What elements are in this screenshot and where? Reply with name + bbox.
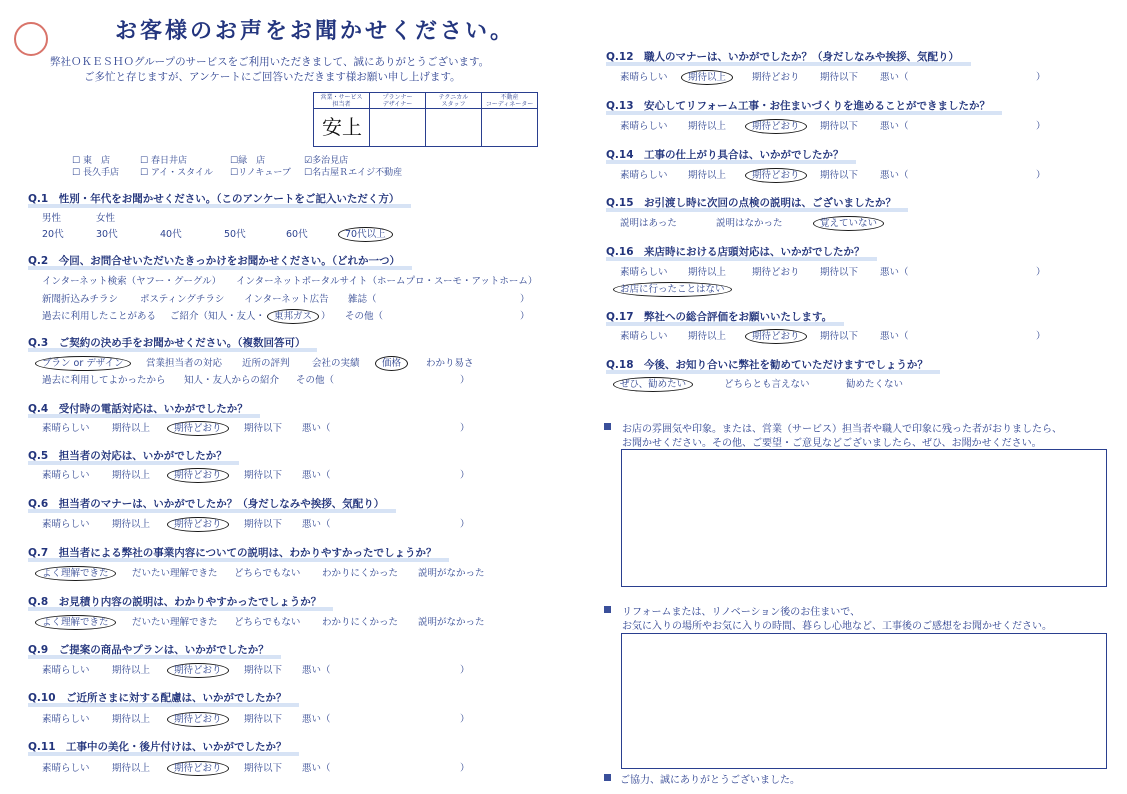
- q1-heading: Q.1 性別・年代をお聞かせください。（このアンケートをご記入いただく方）: [28, 193, 400, 205]
- q9-option-bad[interactable]: 悪い（: [302, 665, 331, 676]
- q16-option-excellent[interactable]: 素晴らしい: [620, 267, 668, 278]
- store-checkbox-higashi[interactable]: ☐ 東 店: [72, 156, 110, 166]
- q16-option-as-expected[interactable]: 期待どおり: [752, 267, 800, 278]
- q5-bad-close: ）: [460, 470, 470, 481]
- q11-option-bad[interactable]: 悪い（: [302, 763, 331, 774]
- q2-option-magazine[interactable]: 雑誌（: [348, 294, 377, 305]
- store-checkbox-renocube[interactable]: ☐リノキューブ: [230, 168, 291, 178]
- q12-option-as-expected[interactable]: 期待どおり: [752, 72, 800, 83]
- q9-selected-answer: 期待どおり: [167, 663, 229, 678]
- page-title: お客様のお声をお聞かせください。: [115, 19, 516, 44]
- q14-bad-close: ）: [1036, 170, 1046, 181]
- q1-option-60s[interactable]: 60代: [286, 229, 308, 240]
- staff-signature-table: [313, 92, 538, 147]
- store-checkbox-istyle[interactable]: ☐ アイ・スタイル: [140, 168, 213, 178]
- q2-option-web-ad[interactable]: インターネット広告: [244, 294, 329, 305]
- q12-option-above[interactable]: [688, 69, 726, 83]
- comment1-prompt-line2: お聞かせください。その他、ご要望・ご意見などございましたら、ぜひ、お聞かせください。: [622, 438, 1042, 449]
- q16-option-below[interactable]: 期待以下: [820, 267, 859, 278]
- q7-option-neutral[interactable]: どちらでもない: [234, 568, 301, 579]
- q2-magazine-close: ）: [520, 294, 530, 305]
- q2-option-other[interactable]: その他（: [345, 311, 384, 322]
- store-checkbox-tajimi[interactable]: ☑多治見店: [304, 156, 349, 166]
- q12-selected-answer: 期待以上: [681, 70, 733, 85]
- q3-selected-price: 価格: [375, 356, 408, 371]
- q14-selected-answer: 期待どおり: [745, 168, 807, 183]
- q10-bad-close: ）: [460, 714, 470, 725]
- store-checkbox-nagoya-rage[interactable]: ☐名古屋Ｒエイジ不動産: [304, 168, 403, 178]
- store-label: 名古屋Ｒエイジ不動産: [312, 168, 403, 178]
- q6-heading: Q.6 担当者のマナーは、いかがでしたか？（身だしなみや挨拶、気配り）: [28, 498, 385, 510]
- store-label: 緑 店: [238, 156, 266, 166]
- sales-staff-cell[interactable]: [314, 93, 370, 146]
- q2-option-referral[interactable]: [170, 308, 331, 322]
- q17-option-as-expected[interactable]: [752, 328, 800, 342]
- q4-option-as-expected[interactable]: [174, 420, 222, 434]
- q3-option-track-record[interactable]: 会社の実績: [312, 358, 360, 369]
- q1-option-20s[interactable]: 20代: [42, 229, 64, 240]
- q13-option-below[interactable]: 期待以下: [820, 121, 859, 132]
- q10-option-excellent[interactable]: 素晴らしい: [42, 714, 90, 725]
- q17-option-below[interactable]: 期待以下: [820, 331, 859, 342]
- q8-option-hard[interactable]: わかりにくかった: [322, 617, 399, 628]
- square-bullet-icon: [604, 774, 611, 781]
- q3-option-past-good[interactable]: 過去に利用してよかったから: [42, 375, 166, 386]
- q3-option-plan-design[interactable]: [42, 355, 124, 369]
- q7-heading: Q.7 担当者による弊社の事業内容についての説明は、わかりやすかったでしょうか？: [28, 547, 437, 559]
- q17-option-above[interactable]: 期待以上: [688, 331, 727, 342]
- q16-option-bad[interactable]: 悪い（: [880, 267, 909, 278]
- sales-staff-signature: 安上: [322, 115, 362, 139]
- q8-option-understood-well[interactable]: [42, 614, 109, 628]
- store-label: 長久手店: [82, 168, 119, 178]
- q6-bad-close: ）: [460, 519, 470, 530]
- q2-heading: Q.2 今回、お問合せいただいたきっかけをお聞かせください。（どれか一つ）: [28, 255, 400, 267]
- q6-selected-answer: 期待どおり: [167, 517, 229, 532]
- store-label: 春日井店: [150, 156, 187, 166]
- q5-option-bad[interactable]: 悪い（: [302, 470, 331, 481]
- q2-option-portal-site[interactable]: インターネットポータルサイト（ホームプロ・スーモ・アットホーム）: [236, 276, 538, 287]
- q2-referral-handwritten: 東邦ガス: [267, 309, 319, 324]
- q14-option-excellent[interactable]: 素晴らしい: [620, 170, 668, 181]
- comment1-prompt-line1: お店の雰囲気や印象。または、営業（サービス）担当者や職人で印象に残った者がおりましたら、: [622, 424, 1062, 435]
- q5-heading: Q.5 担当者の対応は、いかがでしたか？: [28, 450, 227, 462]
- q3-heading: Q.3 ご契約の決め手をお聞かせください。（複数回答可）: [28, 337, 306, 349]
- sales-staff-header: 営業・サービス 担当者: [314, 93, 369, 109]
- q13-option-above[interactable]: 期待以上: [688, 121, 727, 132]
- q14-option-as-expected[interactable]: [752, 167, 800, 181]
- q16-selected-answer: お店に行ったことはない: [613, 282, 732, 297]
- q5-option-as-expected[interactable]: [174, 467, 222, 481]
- q4-option-above[interactable]: 期待以上: [112, 423, 151, 434]
- q15-option-explained[interactable]: 説明はあった: [620, 218, 677, 229]
- q3-selected-plan: プラン or デザイン: [35, 356, 131, 371]
- q3-option-reputation[interactable]: 近所の評判: [242, 358, 290, 369]
- q3-option-other[interactable]: その他（: [296, 375, 335, 386]
- q7-selected-answer: よく理解できた: [35, 566, 116, 581]
- q3-option-clarity[interactable]: わかり易さ: [426, 358, 474, 369]
- q7-option-hard[interactable]: わかりにくかった: [322, 568, 399, 579]
- realestate-header: 不動産 コーディネーター: [482, 93, 537, 109]
- q6-option-as-expected[interactable]: [174, 516, 222, 530]
- q13-option-as-expected[interactable]: [752, 118, 800, 132]
- q11-option-as-expected[interactable]: [174, 760, 222, 774]
- q8-option-mostly[interactable]: だいたい理解できた: [132, 617, 218, 628]
- q3-option-sales-response[interactable]: 営業担当者の対応: [146, 358, 223, 369]
- q15-heading: Q.15 お引渡し時に次回の点検の説明は、ございましたか？: [606, 197, 897, 209]
- q3-option-price[interactable]: [382, 355, 401, 369]
- q2-referral-close: ）: [321, 311, 331, 322]
- q12-bad-close: ）: [1036, 72, 1046, 83]
- q6-option-bad[interactable]: 悪い（: [302, 519, 331, 530]
- q12-heading: Q.12 職人のマナーは、いかがでしたか？（身だしなみや挨拶、気配り）: [606, 51, 960, 63]
- q13-option-excellent[interactable]: 素晴らしい: [620, 121, 668, 132]
- q16-option-never-visited[interactable]: [620, 281, 725, 295]
- q1-option-30s[interactable]: 30代: [96, 229, 118, 240]
- q4-selected-answer: 期待どおり: [167, 421, 229, 436]
- realestate-cell[interactable]: [482, 93, 537, 146]
- q2-referral-label: ご紹介（知人・友人・: [170, 311, 266, 322]
- q13-heading: Q.13 安心してリフォーム工事・お住まいづくりを進めることができましたか？: [606, 100, 991, 112]
- planner-header: プランナー デザイナー: [370, 93, 425, 109]
- q2-option-newspaper-flyer[interactable]: 新聞折込みチラシ: [42, 294, 119, 305]
- comment1-textarea[interactable]: [621, 449, 1107, 587]
- q8-option-neutral[interactable]: どちらでもない: [234, 617, 301, 628]
- comment2-textarea[interactable]: [621, 633, 1107, 769]
- q12-option-excellent[interactable]: 素晴らしい: [620, 72, 668, 83]
- q9-bad-close: ）: [460, 665, 470, 676]
- square-bullet-icon: [604, 606, 611, 613]
- intro-line-2: ご多忙と存じますが、アンケートにご回答いただきます様お願い申し上げます。: [84, 71, 461, 83]
- q1-option-40s[interactable]: 40代: [160, 229, 182, 240]
- q5-option-excellent[interactable]: 素晴らしい: [42, 470, 90, 481]
- q5-selected-answer: 期待どおり: [167, 468, 229, 483]
- q17-selected-answer: 期待どおり: [745, 329, 807, 344]
- store-label: リノキューブ: [238, 168, 291, 178]
- q18-selected-answer: ぜひ、勧めたい: [613, 377, 693, 392]
- q14-option-above[interactable]: 期待以上: [688, 170, 727, 181]
- q11-option-below[interactable]: 期待以下: [244, 763, 283, 774]
- q10-heading: Q.10 ご近所さまに対する配慮は、いかがでしたか？: [28, 692, 287, 704]
- q17-option-bad[interactable]: 悪い（: [880, 331, 909, 342]
- planner-cell[interactable]: [370, 93, 426, 146]
- q14-option-bad[interactable]: 悪い（: [880, 170, 909, 181]
- q11-bad-close: ）: [460, 763, 470, 774]
- q1-selected-answer: 70代以上: [338, 227, 393, 242]
- q5-option-below[interactable]: 期待以下: [244, 470, 283, 481]
- q9-heading: Q.9 ご提案の商品やプランは、いかがでしたか？: [28, 644, 269, 656]
- q18-option-neutral[interactable]: どちらとも言えない: [724, 379, 810, 390]
- q8-heading: Q.8 お見積り内容の説明は、わかりやすかったでしょうか？: [28, 596, 322, 608]
- q9-option-excellent[interactable]: 素晴らしい: [42, 665, 90, 676]
- technical-staff-header: テクニカル スタッフ: [426, 93, 481, 109]
- q14-option-below[interactable]: 期待以下: [820, 170, 859, 181]
- comment2-prompt-line2: お気に入りの場所やお気に入りの時間、暮らし心地など、工事後のご感想をお聞かせください。: [622, 621, 1052, 632]
- q7-option-none[interactable]: 説明がなかった: [418, 568, 485, 579]
- q6-option-excellent[interactable]: 素晴らしい: [42, 519, 90, 530]
- q7-option-mostly[interactable]: だいたい理解できた: [132, 568, 218, 579]
- q12-option-below[interactable]: 期待以下: [820, 72, 859, 83]
- q15-option-dont-remember[interactable]: [820, 215, 877, 229]
- q1-option-70s-plus[interactable]: [345, 226, 386, 240]
- store-label: アイ・スタイル: [150, 168, 213, 178]
- q15-option-not-explained[interactable]: 説明はなかった: [716, 218, 783, 229]
- q10-selected-answer: 期待どおり: [167, 712, 229, 727]
- q18-option-no[interactable]: 勧めたくない: [846, 379, 904, 390]
- q16-bad-close: ）: [1036, 267, 1046, 278]
- store-label: 多治見店: [312, 156, 349, 166]
- q10-option-below[interactable]: 期待以下: [244, 714, 283, 725]
- q4-option-below[interactable]: 期待以下: [244, 423, 283, 434]
- store-label: 東 店: [82, 156, 110, 166]
- store-checkbox-midori[interactable]: ☐緑 店: [230, 156, 266, 166]
- q15-selected-answer: 覚えていない: [813, 216, 884, 231]
- q14-heading: Q.14 工事の仕上がり具合は、いかがでしたか？: [606, 149, 844, 161]
- q4-option-excellent[interactable]: 素晴らしい: [42, 423, 90, 434]
- q11-option-excellent[interactable]: 素晴らしい: [42, 763, 90, 774]
- q5-option-above[interactable]: 期待以上: [112, 470, 151, 481]
- comment2-prompt-line1: リフォームまたは、リノベーション後のお住まいで、: [622, 607, 861, 618]
- intro-line-1: 弊社ＯＫＥＳＨＯグループのサービスをご利用いただきまして、誠にありがとうございます。: [50, 56, 490, 68]
- q18-heading: Q.18 今後、お知り合いに弊社を勧めていただけますでしょうか？: [606, 359, 928, 371]
- q17-bad-close: ）: [1036, 331, 1046, 342]
- q9-option-above[interactable]: 期待以上: [112, 665, 151, 676]
- q7-option-understood-well[interactable]: [42, 565, 109, 579]
- q13-selected-answer: 期待どおり: [745, 119, 807, 134]
- q16-option-above[interactable]: 期待以上: [688, 267, 727, 278]
- q17-heading: Q.17 弊社への総合評価をお願いいたします。: [606, 311, 833, 323]
- store-checkbox-kasugai[interactable]: ☐ 春日井店: [140, 156, 187, 166]
- q11-selected-answer: 期待どおり: [167, 761, 229, 776]
- q13-bad-close: ）: [1036, 121, 1046, 132]
- q1-option-female[interactable]: 女性: [96, 213, 116, 224]
- q10-option-above[interactable]: 期待以上: [112, 714, 151, 725]
- q10-option-bad[interactable]: 悪い（: [302, 714, 331, 725]
- q17-option-excellent[interactable]: 素晴らしい: [620, 331, 668, 342]
- thank-you-message: ご協力、誠にありがとうございました。: [620, 775, 800, 786]
- q1-option-male[interactable]: 男性: [42, 213, 62, 224]
- q11-heading: Q.11 工事中の美化・後片付けは、いかがでしたか？: [28, 741, 287, 753]
- q16-heading: Q.16 来店時における店頭対応は、いかがでしたか？: [606, 246, 865, 258]
- q2-option-posting-flyer[interactable]: ポスティングチラシ: [140, 294, 225, 305]
- q4-option-bad[interactable]: 悪い（: [302, 423, 331, 434]
- company-seal-stamp: [14, 22, 48, 56]
- store-checkbox-nagakute[interactable]: ☐ 長久手店: [72, 168, 119, 178]
- q6-option-below[interactable]: 期待以下: [244, 519, 283, 530]
- square-bullet-icon: [604, 423, 611, 430]
- q8-selected-answer: よく理解できた: [35, 615, 116, 630]
- q6-option-above[interactable]: 期待以上: [112, 519, 151, 530]
- q2-other-close: ）: [520, 311, 530, 322]
- q2-option-web-search[interactable]: インターネット検索（ヤフー・グーグル）: [42, 276, 222, 287]
- q3-other-close: ）: [460, 375, 470, 386]
- q1-option-50s[interactable]: 50代: [224, 229, 246, 240]
- q12-option-bad[interactable]: 悪い（: [880, 72, 909, 83]
- q9-option-below[interactable]: 期待以下: [244, 665, 283, 676]
- q4-bad-close: ）: [460, 423, 470, 434]
- q18-option-definitely[interactable]: [620, 376, 686, 390]
- q10-option-as-expected[interactable]: [174, 711, 222, 725]
- q4-heading: Q.4 受付時の電話対応は、いかがでしたか？: [28, 403, 248, 415]
- q8-option-none[interactable]: 説明がなかった: [418, 617, 485, 628]
- q11-option-above[interactable]: 期待以上: [112, 763, 151, 774]
- q13-option-bad[interactable]: 悪い（: [880, 121, 909, 132]
- q2-option-past-customer[interactable]: 過去に利用したことがある: [42, 311, 157, 322]
- technical-staff-cell[interactable]: [426, 93, 482, 146]
- q9-option-as-expected[interactable]: [174, 662, 222, 676]
- q3-option-friend-referral[interactable]: 知人・友人からの紹介: [184, 375, 280, 386]
